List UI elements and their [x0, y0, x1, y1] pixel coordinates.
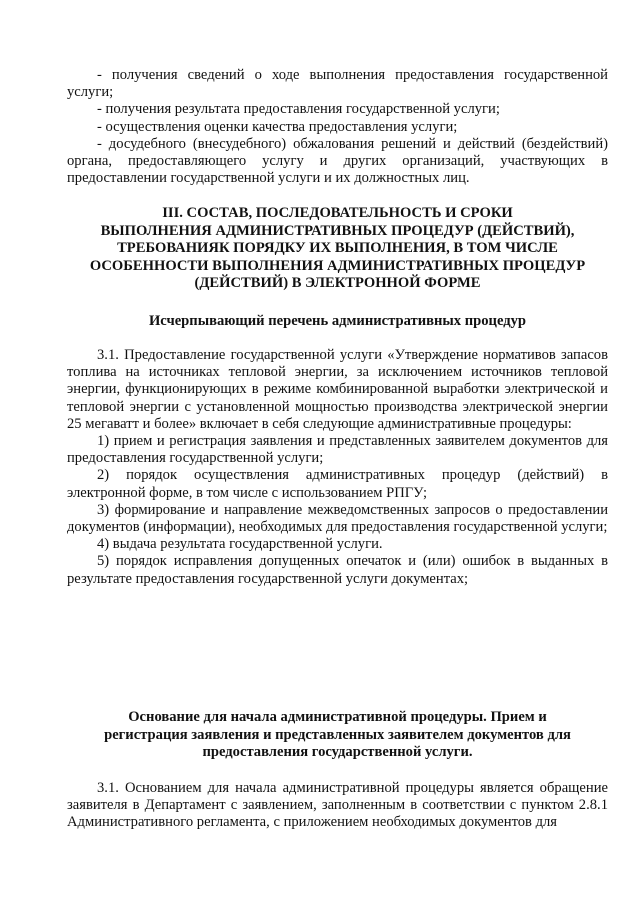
intro-line-3: - осуществления оценки качества предоставления услуги; [97, 118, 458, 135]
basis-body [67, 780, 608, 832]
section-3-heading-line-4: ОСОБЕННОСТИ ВЫПОЛНЕНИЯ АДМИНИСТРАТИВНЫХ ПРОЦЕДУР [89, 257, 586, 274]
list-item-3: 3) формирование и направление межведомственных запросов о предоставлении документов (информации), необходимых для предоставления государственной услуги; [67, 501, 608, 536]
list-item-2: 2) порядок осуществления административных процедур (действий) в электронной форме, в том числе с использованием РПГУ; [67, 467, 608, 501]
section-3-heading-line-5: (ДЕЙСТВИЙ) В ЭЛЕКТРОННОЙ ФОРМЕ [194, 275, 481, 292]
section-3-heading-line-1: III. СОСТАВ, ПОСЛЕДОВАТЕЛЬНОСТЬ И СРОКИ [162, 205, 513, 221]
list-item-1: 1) прием и регистрация заявления и представленных заявителем документов для предоставления государственной услуги; [67, 433, 608, 467]
section-3-body [67, 347, 608, 588]
basis-paragraph: 3.1. Основанием для начала административной процедуры является обращение заявителя в Департамент с заявлением, заполненным в соответствии с пунктом 2.8.1 Административного регламента, с приложением необходимых документов для [67, 780, 608, 831]
basis-heading [67, 709, 608, 762]
intro-line-2: - получения результата предоставления государственной услуги; [97, 101, 500, 118]
section-3-heading-line-3: ТРЕБОВАНИЯК ПОРЯДКУ ИХ ВЫПОЛНЕНИЯ, В ТОМ ЧИСЛЕ [117, 240, 558, 257]
paragraph-3-1: 3.1. Предоставление государственной услуги «Утверждение нормативов запасов топлива на источниках тепловой энергии, за исключением источников тепловой энергии, функционирующих в режиме комбинированной выработки электрической и тепловой энергии с установленной мощностью производства электрической энергии 25 мегаватт и более» включает в себя следующие административные процедуры: [67, 347, 608, 432]
intro-line-4: - досудебного (внесудебного) обжалования решений и действий (бездействий) органа, предоставляющего услугу и других организаций, участвующих в предоставлении государственной услуги и их должностных лиц. [67, 135, 608, 187]
basis-heading-line-1: Основание для начала административной процедуры. Прием и [128, 709, 547, 725]
section-3-heading [67, 205, 608, 293]
list-item-4: 4) выдача результата государственной услуги. [97, 536, 383, 553]
intro-list [67, 67, 608, 187]
intro-line-1: - получения сведений о ходе выполнения предоставления государственной услуги; [67, 67, 608, 101]
basis-heading-line-2: регистрация заявления и представленных заявителем документов для [104, 726, 571, 743]
section-3-heading-line-2: ВЫПОЛНЕНИЯ АДМИНИСТРАТИВНЫХ ПРОЦЕДУР (ДЕЙСТВИЙ), [100, 222, 575, 239]
basis-heading-line-3: предоставления государственной услуги. [202, 744, 473, 761]
procedures-subheading: Исчерпывающий перечень административных процедур [148, 313, 527, 329]
list-item-5: 5) порядок исправления допущенных опечаток и (или) ошибок в выданных в результате предоставления государственной услуги документах; [67, 553, 608, 587]
